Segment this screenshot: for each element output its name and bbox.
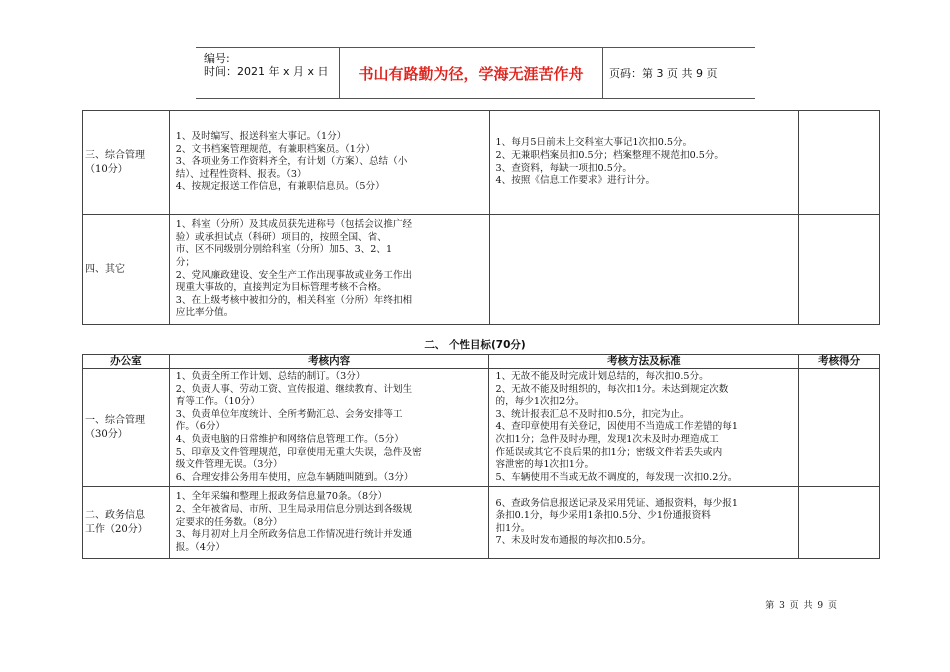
content-line: 2、负责人事、劳动工资、宣传报道、继续教育、计划生: [175, 383, 413, 395]
content-line: 作。（6分）: [175, 421, 226, 433]
content-line: 报。（4分）: [175, 541, 226, 553]
content-line: 4、负责电脑的日常维护和网络信息管理工作。（5分）: [175, 433, 404, 445]
category-label: 一、综合管理: [85, 414, 145, 426]
content-line: 级文件管理无误。（3分）: [175, 459, 283, 471]
content-line: 市、区不同级别分别给科室（分所）加5、3、2、1: [175, 244, 393, 256]
column-header: 考核方法及标准: [489, 355, 799, 369]
content-line: 2、党风廉政建设、安全生产工作出现事故或业务工作出: [175, 269, 413, 281]
content-cell: [169, 487, 489, 559]
score-cell: [799, 487, 880, 559]
table-row: [83, 487, 880, 559]
content-line: 现重大事故的，直接判定为目标管理考核不合格。: [175, 282, 387, 294]
column-header: 考核内容: [169, 355, 489, 369]
score-cell: [799, 111, 880, 215]
category-label: 工作（20分）: [85, 523, 148, 535]
header-meta-cell: [196, 48, 340, 98]
page-footer: 第 3 页 共 9 页: [765, 601, 838, 611]
standard-line: 2、无兼职档案员扣0.5分；档案整理不规范扣0.5分。: [495, 149, 725, 161]
content-line: 验）或承担试点（科研）项目的，按照全国、省、: [175, 231, 387, 243]
category-cell: [83, 215, 170, 325]
content-line: 3、负责单位年度统计、全所考勤汇总、会务安排等工: [175, 408, 403, 420]
content-line: 应比率分值。: [175, 307, 234, 319]
table-row: [83, 369, 880, 487]
category-cell: [83, 111, 170, 215]
standard-line: 7、未及时发布通报的每次扣0.5分。: [495, 535, 652, 547]
standard-line: 3、查资料，每缺一项扣0.5分。: [495, 162, 633, 174]
category-cell: [83, 487, 170, 559]
standard-line: 4、按照《信息工作要求》进行计分。: [495, 175, 656, 187]
standard-line: 的，每少1次扣2分。: [495, 396, 585, 408]
table-row: [83, 111, 880, 215]
content-line: 分；: [175, 256, 195, 268]
content-line: 1、负责全所工作计划、总结的制订。（3分）: [175, 371, 366, 382]
content-line: 3、每月初对上月全所政务信息工作情况进行统计并发通: [175, 529, 413, 541]
section-title: 二、 个性目标(70分): [424, 339, 526, 351]
score-cell: [799, 215, 880, 325]
content-line: 6、合理安排公务用车使用，应急车辆随叫随到。（3分）: [175, 471, 414, 483]
column-header: 考核得分: [799, 355, 880, 369]
content-line: 3、各项业务工作资料齐全，有计划（方案）、总结（小: [175, 156, 408, 168]
standard-line: 作延误或其它不良后果的扣1分；密级文件若丢失或内: [495, 446, 723, 458]
standard-line: 次扣1分；急件及时办理，发现1次未及时办理造成工: [495, 433, 719, 445]
category-label: 四、其它: [85, 263, 125, 275]
content-line: 1、全年采编和整理上报政务信息量70条。（8分）: [175, 491, 388, 503]
standard-line: 3、统计报表汇总不及时扣0.5分，扣完为止。: [495, 408, 690, 420]
score-cell: [799, 369, 880, 487]
document-number-label: 编号:: [204, 52, 230, 65]
standard-line: 容泄密的每1次扣1分。: [495, 459, 595, 471]
standard-line: 1、无故不能及时完成计划总结的，每次扣0.5分。: [495, 371, 709, 382]
standard-cell: [489, 111, 799, 215]
content-line: 2、文书档案管理规范，有兼职档案员。（1分）: [175, 143, 376, 155]
standard-line: 2、无故不能及时组织的，每次扣1分。未达到规定次数: [495, 383, 729, 395]
table-row: [83, 215, 880, 325]
content-cell: [169, 111, 489, 215]
category-label: （30分）: [85, 428, 128, 440]
category-label: 二、政务信息: [85, 509, 145, 521]
standard-cell: [489, 215, 799, 325]
standard-line: 1、每月5日前未上交科室大事记1次扣0.5分。: [495, 137, 693, 149]
content-line: 1、及时编写、报送科室大事记。（1分）: [175, 131, 347, 143]
standard-cell: [489, 369, 799, 487]
column-header: 办公室: [83, 355, 170, 369]
content-cell: [169, 215, 489, 325]
content-line: 4、按规定报送工作信息，有兼职信息员。（5分）: [175, 181, 385, 193]
content-line: 2、全年被省局、市所、卫生局录用信息分别达到各级规: [175, 503, 413, 515]
content-line: 育等工作。（10分）: [175, 396, 260, 408]
content-line: 定要求的任务数。（8分）: [175, 516, 283, 528]
content-line: 5、印章及文件管理规范，印章使用无重大失误，急件及密: [175, 446, 422, 458]
standard-line: 6、查政务信息报送记录及采用凭证、通报资料，每少报1: [495, 497, 738, 509]
standard-cell: [489, 487, 799, 559]
standard-line: 扣1分。: [495, 522, 531, 534]
category-label: （10分）: [85, 163, 128, 175]
standard-line: 5、车辆使用不当或无故不调度的，每发现一次扣0.2分。: [495, 471, 738, 483]
content-line: 结）、过程性资料、报表。（3）: [175, 168, 307, 180]
document-date-label: 时间：2021 年 x 月 x 日: [204, 65, 329, 78]
category-label: 三、综合管理: [85, 149, 145, 161]
header-page-label: 页码：第 3 页 共 9 页: [609, 67, 718, 80]
assessment-table-personal: [82, 354, 880, 559]
assessment-table-common: [82, 110, 880, 325]
header-motto: 书山有路勤为径，学海无涯苦作舟: [340, 48, 603, 98]
standard-line: 4、查印章使用有关登记，因使用不当造成工作差错的每1: [495, 421, 738, 433]
content-line: 3、在上级考核中被扣分的，相关科室（分所）年终扣相: [175, 294, 413, 306]
standard-line: 条扣0.1分，每少采用1条扣0.5分、少1份通报资料: [495, 510, 711, 522]
document-header: [196, 47, 755, 99]
content-line: 1、科室（分所）及其成员获先进称号（包括会议推广经: [175, 219, 413, 231]
category-cell: [83, 369, 170, 487]
table-header-row: [83, 355, 880, 369]
content-cell: [169, 369, 489, 487]
